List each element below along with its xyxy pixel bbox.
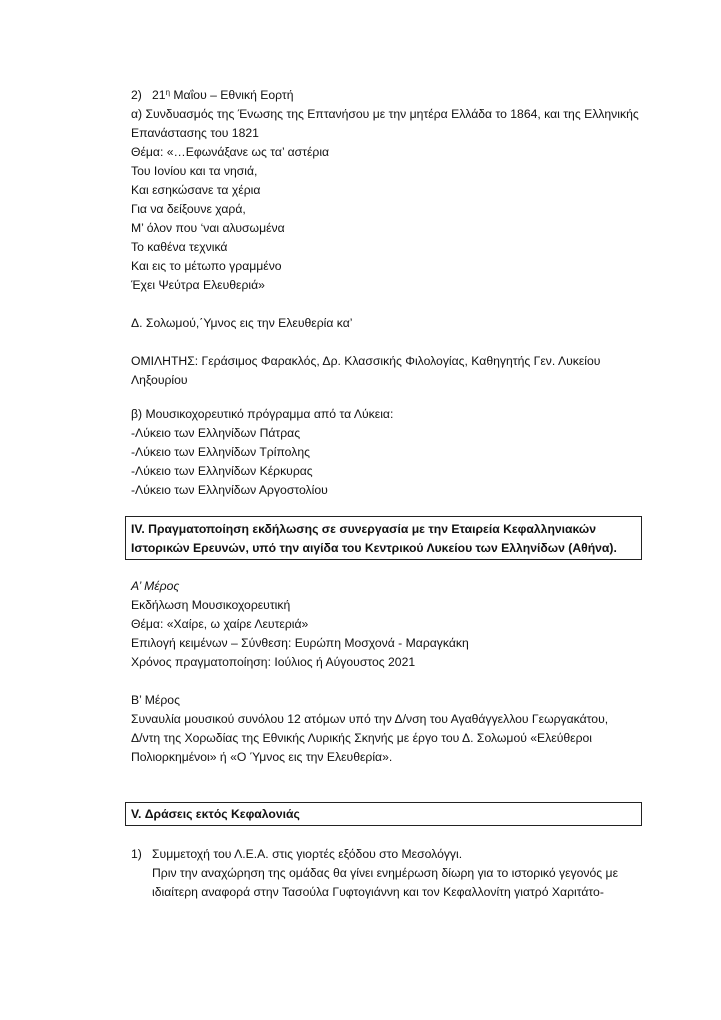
list-item: -Λύκειο των Ελληνίδων Πάτρας <box>131 426 301 440</box>
paragraph-line: Επανάστασης του 1821 <box>131 126 259 140</box>
part-a-line: Θέμα: «Χαίρε, ω χαίρε Λευτεριά» <box>131 617 309 631</box>
item-line: Συμμετοχή του Λ.Ε.Α. στις γιορτές εξόδου στο Μεσολόγγι. <box>152 847 463 861</box>
item-line: Πριν την αναχώρηση της ομάδας θα γίνει ενημέρωση δίωρη για το ιστορικό γεγονός με <box>152 866 619 880</box>
section-heading-line: V. Δράσεις εκτός Κεφαλονιάς <box>131 807 300 821</box>
section-v-heading-box <box>125 802 642 826</box>
part-b-line: Δ/ντη της Χορωδίας της Εθνικής Λυρικής Σκηνής με έργο του Δ. Σολωμού «Ελεύθεροι <box>131 731 592 745</box>
poem-line: Και εις το μέτωπο γραμμένο <box>131 259 282 273</box>
section-heading-line: IV. Πραγματοποίηση εκδήλωσης σε συνεργασία με την Εταιρεία Κεφαλληνιακών <box>131 522 597 536</box>
program-title: β) Μουσικοχορευτικό πρόγραμμα από τα Λύκεια: <box>131 407 394 421</box>
speaker-line: ΟΜΙΛΗΤΗΣ: Γεράσιμος Φαρακλός, Δρ. Κλασσικής Φιλολογίας, Καθηγητής Γεν. Λυκείου <box>131 354 601 368</box>
part-b-line: Συναυλία μουσικού συνόλου 12 ατόμων υπό την Δ/νση του Αγαθάγγελλου Γεωργακάτου, <box>131 712 609 726</box>
poem-line: Έχει Ψεύτρα Ελευθεριά» <box>131 278 265 292</box>
part-b-line: Πολιορκημένοι» ή «Ο Ύμνος εις την Ελευθερία». <box>131 750 393 764</box>
part-a-line: Επιλογή κειμένων – Σύνθεση: Ευρώπη Μοσχονά - Μαραγκάκη <box>131 636 469 650</box>
item-line: ιδιαίτερη αναφορά στην Τασούλα Γυφτογιάννη και τον Κεφαλλονίτη γιατρό Χαριτάτο- <box>152 885 604 899</box>
list-item: -Λύκειο των Ελληνίδων Κέρκυρας <box>131 464 313 478</box>
list-item: -Λύκειο των Ελληνίδων Αργοστολίου <box>131 483 328 497</box>
section-heading-line: Ιστορικών Ερευνών, υπό την αιγίδα του Κεντρικού Λυκείου των Ελληνίδων (Αθήνα). <box>131 541 617 555</box>
item-number: 1) <box>131 847 142 861</box>
paragraph-line: α) Συνδυασμός της Ένωσης της Επτανήσου με την μητέρα Ελλάδα το 1864, και της Ελληνικής <box>131 107 639 121</box>
poem-line: Και εσηκώσανε τα χέρια <box>131 183 261 197</box>
section-number: 2) <box>131 88 142 102</box>
part-a-line: Χρόνος πραγματοποίηση: Ιούλιος ή Αύγουστος 2021 <box>131 655 416 669</box>
poem-line: Για να δείξουνε χαρά, <box>131 202 246 216</box>
part-a-line: Εκδήλωση Μουσικοχορευτική <box>131 598 291 612</box>
poem-line: Του Ιονίου και τα νησιά, <box>131 164 258 178</box>
poem-author: Δ. Σολωμού,΄Υμνος εις την Ελευθερία κα’ <box>131 316 353 330</box>
speaker-line: Ληξουρίου <box>131 373 188 387</box>
poem-line: Το καθένα τεχνικά <box>131 240 228 254</box>
poem-line: Μ’ όλον που ‘ναι αλυσωμένα <box>131 221 285 235</box>
section-heading: $21^\eta$ Μαΐου – Εθνική Εορτή <box>152 88 294 102</box>
poem-line: Θέμα: «…Εφωνάξανε ως τα’ αστέρια <box>131 145 330 159</box>
part-a-title: Α’ Μέρος <box>131 579 180 593</box>
section-iv-heading-box <box>125 516 642 560</box>
part-b-title: Β’ Μέρος <box>131 693 180 707</box>
list-item: -Λύκειο των Ελληνίδων Τρίπολης <box>131 445 310 459</box>
